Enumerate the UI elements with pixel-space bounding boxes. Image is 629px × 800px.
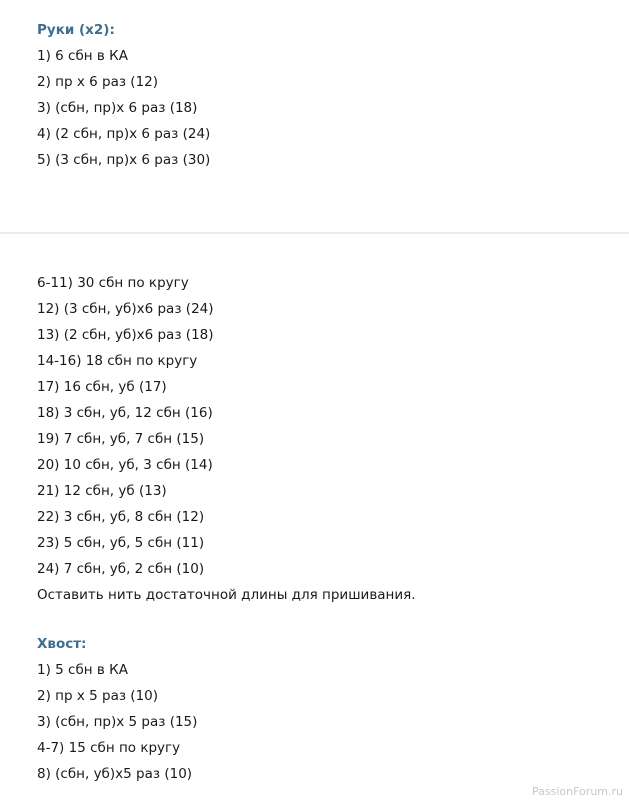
arms-section bbox=[37, 17, 210, 173]
watermark: PassionForum.ru bbox=[532, 785, 623, 798]
tail-section bbox=[37, 631, 197, 787]
pattern-row: 18) 3 сбн, уб, 12 сбн (16) bbox=[37, 405, 213, 421]
pattern-row: 23) 5 сбн, уб, 5 сбн (11) bbox=[37, 535, 205, 551]
pattern-row: 13) (2 сбн, уб)х6 раз (18) bbox=[37, 327, 214, 343]
pattern-row: 24) 7 сбн, уб, 2 сбн (10) bbox=[37, 561, 205, 577]
arms-row: 5) (3 сбн, пр)х 6 раз (30) bbox=[37, 152, 211, 168]
pattern-row: 12) (3 сбн, уб)х6 раз (24) bbox=[37, 301, 214, 317]
continuation-section bbox=[37, 270, 416, 608]
pattern-row: 21) 12 сбн, уб (13) bbox=[37, 483, 167, 499]
arms-row: 2) пр х 6 раз (12) bbox=[37, 74, 159, 90]
pattern-row: 6-11) 30 сбн по кругу bbox=[37, 275, 189, 291]
tail-row: 4-7) 15 сбн по кругу bbox=[37, 740, 181, 756]
pattern-row: 14-16) 18 сбн по кругу bbox=[37, 353, 198, 369]
pattern-row: 17) 16 сбн, уб (17) bbox=[37, 379, 167, 395]
section-divider bbox=[0, 232, 629, 234]
tail-row: 8) (сбн, уб)х5 раз (10) bbox=[37, 766, 193, 782]
arms-row: 3) (сбн, пр)х 6 раз (18) bbox=[37, 100, 198, 116]
tail-row: 1) 5 сбн в КА bbox=[37, 662, 128, 678]
finishing-note: Оставить нить достаточной длины для пришивания. bbox=[37, 587, 416, 603]
pattern-row: 20) 10 сбн, уб, 3 сбн (14) bbox=[37, 457, 213, 473]
arms-row: 4) (2 сбн, пр)х 6 раз (24) bbox=[37, 126, 211, 142]
tail-row: 2) пр х 5 раз (10) bbox=[37, 688, 159, 704]
tail-heading: Хвост: bbox=[37, 636, 87, 652]
arms-row: 1) 6 сбн в КА bbox=[37, 48, 128, 64]
tail-row: 3) (сбн, пр)х 5 раз (15) bbox=[37, 714, 198, 730]
pattern-row: 19) 7 сбн, уб, 7 сбн (15) bbox=[37, 431, 205, 447]
arms-heading: Руки (х2): bbox=[37, 22, 115, 38]
pattern-row: 22) 3 сбн, уб, 8 сбн (12) bbox=[37, 509, 205, 525]
